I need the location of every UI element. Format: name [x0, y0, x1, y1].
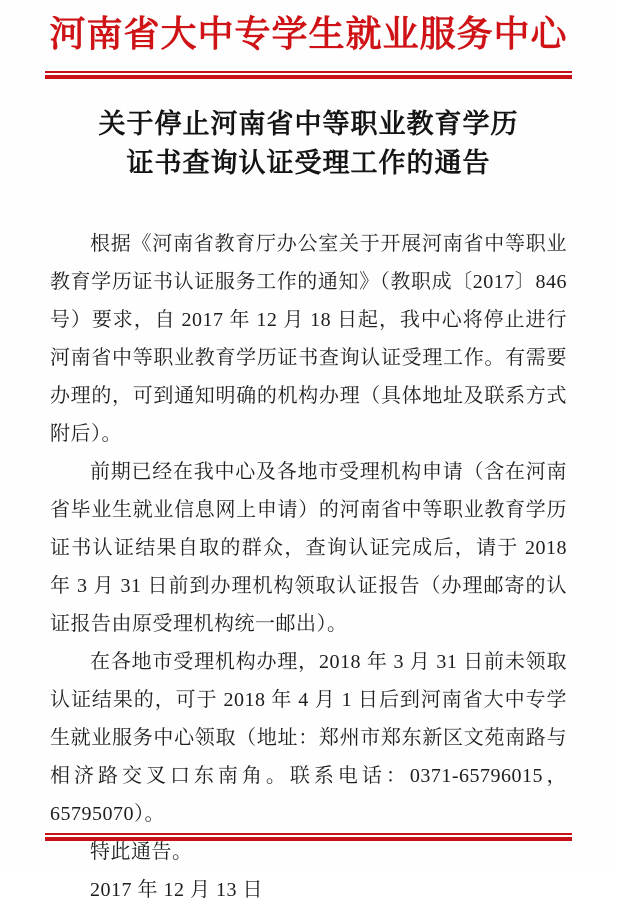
footer-divider: [45, 833, 572, 841]
notice-paragraph-2: 前期已经在我中心及各地市受理机构申请（含在河南省毕业生就业信息网上申请）的河南省中等职业教育学历证书认证结果自取的群众，查询认证完成后，请于 2018 年 3 月 31 日前到办理机构领取认证报告（办理邮寄的认证报告由原受理机构统一邮出）。: [50, 461, 567, 635]
header-divider: [45, 71, 572, 79]
notice-body: [50, 225, 567, 909]
footer-divider-thick-line: [45, 837, 572, 841]
notice-title: [0, 105, 617, 183]
notice-title-line2: 证书查询认证受理工作的通告: [126, 148, 491, 178]
org-title: 河南省大中专学生就业服务中心: [49, 14, 568, 54]
notice-paragraph-1: 根据《河南省教育厅办公室关于开展河南省中等职业教育学历证书认证服务工作的通知》（教职成〔2017〕846 号）要求，自 2017 年 12 月 18 日起，我中心将停止进行河南省中等职业教育学历证书查询认证受理工作。有需要办理的，可到通知明确的机构办理（具体地址及联系方式附后）。: [50, 233, 567, 445]
notice-paragraph-3: 在各地市受理机构办理，2018 年 3 月 31 日前未领取认证结果的，可于 2018 年 4 月 1 日后到河南省大中专学生就业服务中心领取（地址：郑州市郑东新区文苑南路与相济路交叉口东南角。联系电话：0371-65796015，65795070）。: [50, 651, 567, 825]
notice-paragraph-4: 特此通告。: [90, 841, 193, 863]
notice-title-line1: 关于停止河南省中等职业教育学历: [98, 109, 519, 139]
header-divider-thick-line: [45, 75, 572, 79]
notice-date: 2017 年 12 月 13 日: [90, 879, 263, 901]
